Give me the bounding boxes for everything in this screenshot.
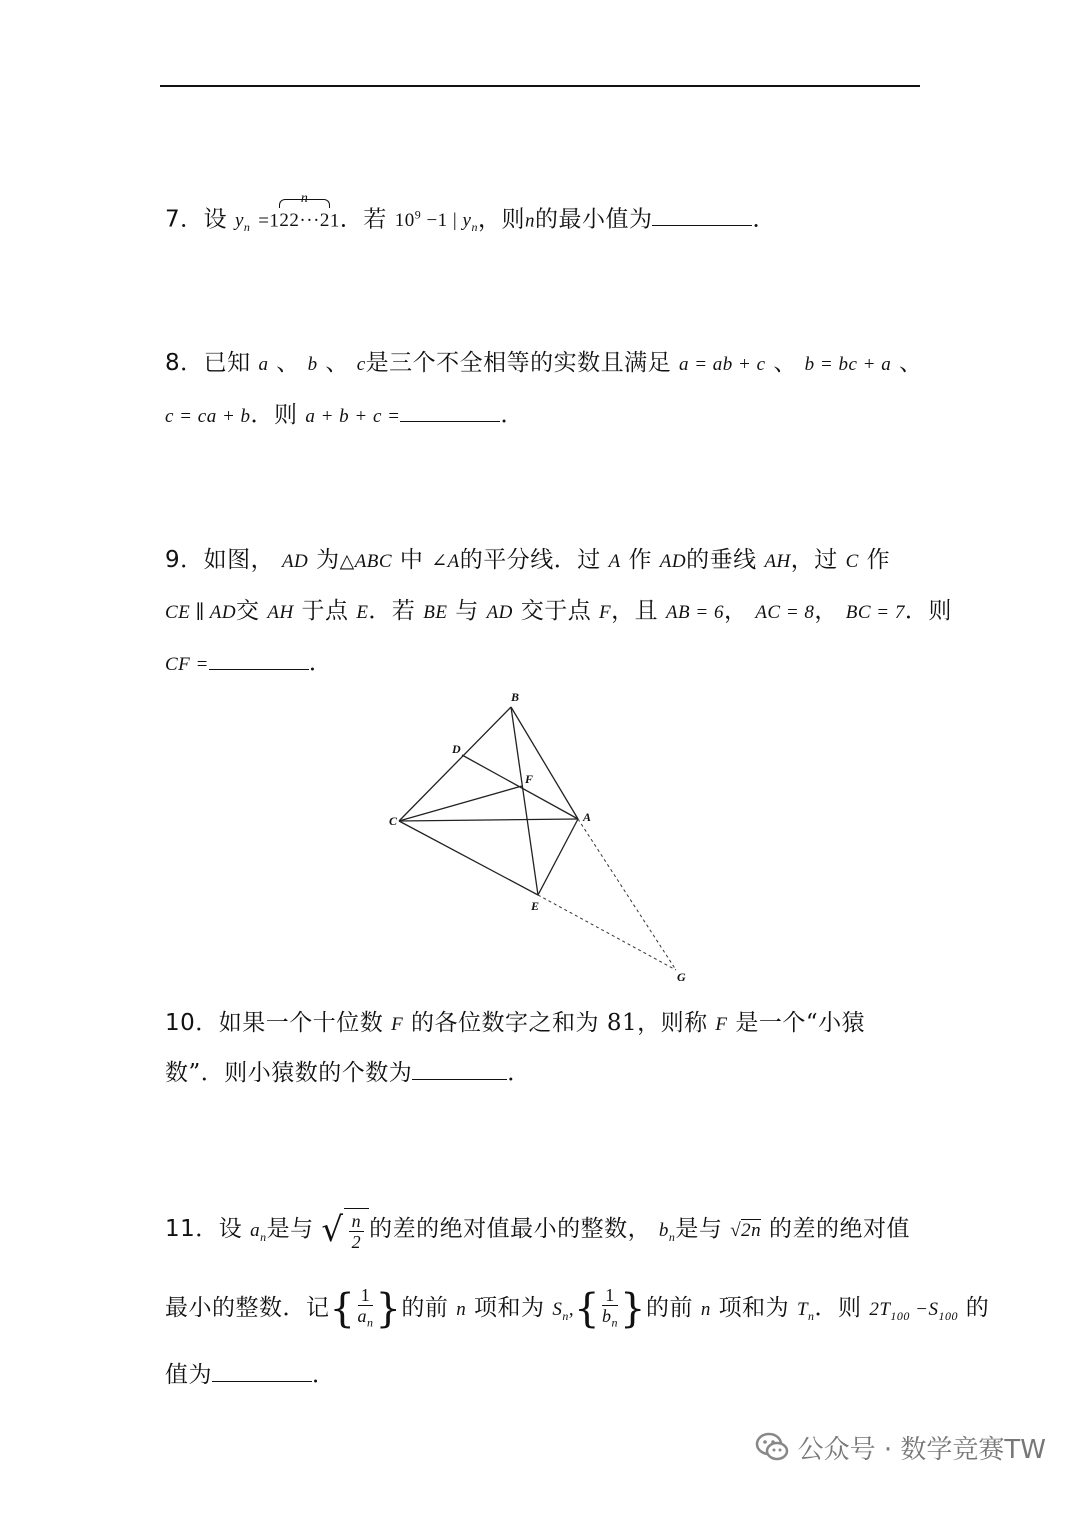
text: 、	[276, 350, 300, 376]
answer-blank	[209, 649, 309, 670]
text: 作	[866, 547, 891, 573]
math-bn: $b_n$	[658, 1220, 676, 1244]
segment-ca	[399, 819, 578, 821]
text: ，	[814, 598, 838, 624]
header-rule	[160, 85, 920, 87]
question-9-line-3	[165, 648, 332, 680]
math-an: $a_n$	[250, 1220, 267, 1244]
question-number: 9．	[165, 547, 204, 573]
text: 、	[773, 350, 797, 376]
math-angle: ∠A	[431, 551, 460, 572]
sqrt-n-over-2: √ $\frac{n}{2}$	[321, 1208, 369, 1252]
text: 设	[203, 206, 228, 233]
text: 与	[455, 598, 479, 624]
text: ．	[312, 1362, 336, 1388]
math-F: F	[391, 1014, 404, 1035]
math-Tn: $T_n$	[796, 1299, 815, 1323]
math-F: F	[715, 1014, 728, 1035]
segment-be	[511, 707, 538, 895]
label-B: B	[511, 690, 520, 704]
text: ．	[507, 1060, 531, 1086]
math-expression: $2T_{100} -S_{100}$	[869, 1299, 958, 1323]
text: ．则	[904, 598, 952, 624]
math-bc: BC = 7	[845, 602, 905, 623]
math-C: C	[845, 551, 859, 572]
segment-cf	[399, 786, 522, 821]
label-G: G	[677, 970, 686, 984]
math-eq2: b = bc + a	[804, 354, 892, 375]
label-E: E	[531, 899, 540, 913]
text: ，	[724, 598, 748, 624]
math-eq1: a = ab + c	[678, 354, 766, 375]
text: ．若	[368, 598, 416, 624]
math-F: F	[599, 602, 612, 623]
text: 已知	[203, 350, 251, 376]
text: 的差的绝对值最小的整数，	[369, 1216, 652, 1242]
text: 最小的整数．记	[165, 1295, 330, 1321]
text: 数”．则小猿数的个数为	[165, 1060, 413, 1086]
text: ．	[752, 206, 776, 233]
text: 的垂线	[686, 547, 757, 573]
text: 作	[628, 547, 652, 573]
question-8-line-2	[165, 400, 524, 432]
question-8	[165, 348, 923, 380]
segment-ce	[399, 821, 538, 895]
math-triangle: △ABC	[339, 551, 393, 572]
segment-ba	[511, 707, 578, 819]
math-n: n	[524, 210, 535, 232]
answer-blank	[212, 1361, 312, 1382]
math-ad: AD	[659, 551, 687, 572]
question-9-line-2	[165, 596, 952, 628]
frac-1-bn: $\frac{1}{b_n}$	[602, 1285, 619, 1330]
text: 值为	[165, 1362, 212, 1388]
watermark-text: 公众号 · 数学竞赛TW	[797, 1434, 1046, 1465]
text: 项和为	[718, 1295, 790, 1321]
sqrt-2n: √2n	[730, 1220, 762, 1241]
text: ，且	[611, 598, 659, 624]
overbrace-digits: n 22···2	[279, 191, 330, 232]
frac-1-an: $\frac{1}{a_n}$	[357, 1285, 374, 1330]
math-yn: $y_n$	[462, 210, 478, 235]
watermark	[754, 1427, 1046, 1467]
math-ah: AH	[267, 602, 294, 623]
text: 交于点	[520, 598, 592, 624]
text: ．则	[250, 402, 298, 428]
segment-eg-dashed	[538, 895, 676, 970]
answer-blank	[400, 401, 500, 422]
text: 是与	[266, 1216, 314, 1242]
text: 的前	[401, 1295, 449, 1321]
math-ad: AD	[281, 551, 309, 572]
math-Sn: $S_n$	[552, 1299, 569, 1323]
question-11-line-3	[165, 1360, 336, 1390]
label-D: D	[452, 742, 461, 756]
question-11	[165, 1205, 910, 1261]
brace-right: }	[620, 1286, 646, 1332]
text: ，过	[790, 547, 838, 573]
math-ad: AD	[486, 602, 513, 623]
question-10-line-2	[165, 1058, 531, 1088]
math-eq4: a + b + c =	[305, 406, 401, 427]
text: 是三个不全相等的实数且满足	[365, 350, 672, 376]
text: 中	[399, 547, 424, 573]
math-be: BE	[423, 602, 448, 623]
label-A: A	[583, 810, 592, 824]
text: ,	[568, 1299, 575, 1320]
text: 、	[325, 350, 349, 376]
text: 的平分线．过	[459, 547, 601, 573]
text: 的前	[646, 1295, 693, 1321]
text: 的最小值为	[534, 206, 653, 233]
segment-bc	[399, 707, 511, 821]
text: 如图，	[203, 547, 275, 573]
text: 的各位数字之和为 81，则称	[411, 1010, 708, 1036]
math-eq: =1	[258, 210, 280, 232]
text: 是与	[675, 1216, 723, 1242]
text: ．若	[339, 206, 387, 233]
math-cf: CF =	[165, 654, 209, 675]
answer-blank	[652, 205, 752, 226]
geometry-figure	[380, 685, 700, 985]
math-y: $y_n$	[234, 210, 251, 235]
math-ce: CE ∥ AD	[165, 602, 237, 623]
question-11-line-2	[165, 1280, 989, 1344]
text: 、	[899, 350, 923, 376]
brace-left: {	[574, 1286, 601, 1332]
math-A: A	[608, 551, 621, 572]
text: 为	[316, 547, 340, 573]
math-tail: 1	[329, 210, 340, 232]
brace-left: {	[329, 1286, 356, 1332]
math-E: E	[356, 602, 369, 623]
label-F: F	[525, 772, 534, 786]
text: ，则	[477, 206, 525, 233]
answer-blank	[412, 1059, 507, 1080]
text: ．	[308, 650, 333, 676]
math-a: a	[258, 354, 269, 375]
text: 的	[965, 1295, 990, 1321]
question-number: 11．	[165, 1216, 219, 1242]
text: ．	[500, 402, 524, 428]
text: 于点	[301, 598, 349, 624]
question-9	[165, 545, 890, 577]
question-number: 8．	[165, 350, 204, 376]
math-b: b	[307, 354, 318, 375]
question-number: 7．	[165, 206, 204, 233]
wechat-icon	[754, 1429, 790, 1465]
label-C: C	[389, 814, 398, 828]
math-ten: $10^9 -1$ |	[394, 208, 458, 232]
text: 是一个“小猿	[735, 1010, 866, 1036]
math-ab: AB = 6	[665, 602, 724, 623]
text: 如果一个十位数	[218, 1010, 384, 1036]
math-n: n	[700, 1299, 711, 1320]
math-eq3: c = ca + b	[165, 406, 251, 427]
question-10	[165, 1008, 865, 1040]
math-c: c	[356, 354, 366, 375]
math-ah: AH	[764, 551, 791, 572]
brace-right: }	[375, 1286, 402, 1332]
math-ac: AC = 8	[755, 602, 815, 623]
text: 交	[236, 598, 260, 624]
segment-ag-dashed	[578, 819, 676, 970]
math-n: n	[456, 1299, 467, 1320]
segment-ae	[538, 819, 578, 895]
text: 的差的绝对值	[768, 1216, 910, 1242]
text: ．则	[814, 1295, 862, 1321]
text: 项和为	[474, 1295, 545, 1321]
question-7	[165, 191, 776, 242]
text: 设	[218, 1216, 243, 1242]
question-number: 10．	[165, 1010, 219, 1036]
